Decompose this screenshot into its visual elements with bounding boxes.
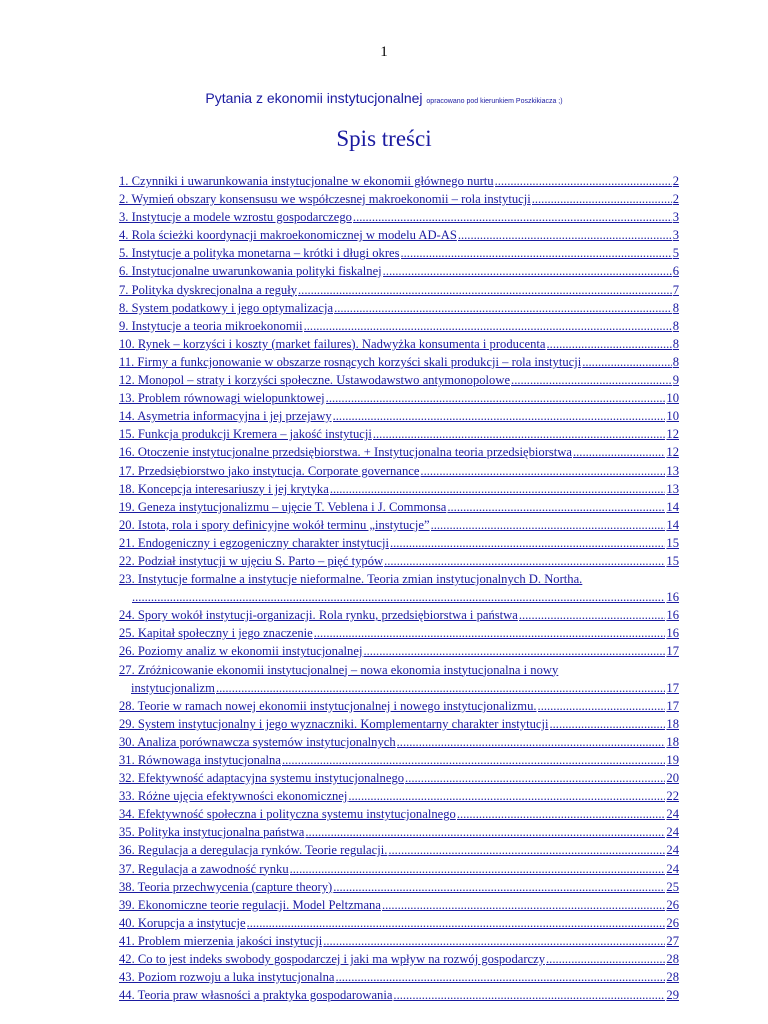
toc-entry[interactable] — [119, 606, 679, 624]
toc-page-number: 15 — [666, 553, 679, 568]
dot-leader — [132, 588, 665, 606]
dot-leader — [373, 425, 666, 443]
toc-page-number: 7 — [672, 282, 679, 297]
dot-leader — [546, 950, 665, 968]
dot-leader — [532, 190, 672, 208]
toc-page-number: 8 — [672, 336, 679, 351]
toc-entry-text: 9. Instytucje a teoria mikroekonomii — [119, 318, 303, 333]
toc-page-number: 8 — [672, 318, 679, 333]
toc-entry[interactable] — [119, 787, 679, 805]
toc-page-number: 19 — [666, 753, 679, 767]
toc-entry[interactable] — [119, 299, 679, 317]
toc-entry[interactable] — [119, 462, 679, 480]
toc-entry[interactable] — [119, 281, 679, 299]
toc-page-number: 24 — [666, 861, 679, 876]
dot-leader — [495, 172, 672, 190]
toc-entry-text: 32. Efektywność adaptacyjna systemu instytucjonalnego — [119, 771, 405, 786]
toc-entry[interactable] — [119, 335, 679, 353]
toc-page-number: 16 — [666, 608, 679, 623]
toc-page-number: 8 — [672, 354, 679, 369]
toc-page-number: 20 — [666, 771, 679, 786]
toc-entry-text: 33. Różne ujęcia efektywności ekonomicznej — [119, 789, 348, 804]
dot-leader — [383, 262, 672, 280]
dot-leader — [582, 353, 671, 371]
toc-entry[interactable] — [119, 715, 679, 733]
subtitle-text: Pytania z ekonomii instytucjonalnej — [205, 90, 423, 106]
toc-entry[interactable] — [119, 190, 679, 208]
toc-entry[interactable] — [119, 425, 679, 443]
toc-page-number: 3 — [672, 210, 679, 225]
toc-entry[interactable] — [119, 262, 679, 280]
dot-leader — [247, 914, 666, 932]
toc-entry[interactable] — [119, 841, 679, 859]
toc-page-number: 10 — [666, 409, 679, 424]
toc-page-number: 15 — [666, 535, 679, 550]
toc-entry-text: 3. Instytucje a modele wzrostu gospodarczego — [119, 210, 352, 225]
dot-leader — [353, 208, 672, 226]
dot-leader — [348, 787, 665, 805]
toc-entry-text: 17. Przedsiębiorstwo jako instytucja. Corporate governance — [119, 463, 420, 478]
toc-entry[interactable] — [119, 950, 679, 968]
toc-entry[interactable] — [119, 896, 679, 914]
dot-leader — [363, 642, 665, 660]
document-subtitle — [0, 90, 768, 106]
toc-entry[interactable] — [119, 570, 679, 606]
toc-page-number: 24 — [666, 825, 679, 840]
toc-entry[interactable] — [119, 986, 679, 1004]
toc-entry-text: 34. Efektywność społeczna i polityczna systemu instytucjonalnego — [119, 807, 456, 822]
toc-entry[interactable] — [119, 226, 679, 244]
toc-entry-text: 2. Wymień obszary konsensusu we współczesnej makroekonomii – rola instytucji — [119, 192, 531, 207]
toc-entry-text: 7. Polityka dyskrecjonalna a reguły — [119, 282, 298, 297]
toc-entry-text-continued: instytucjonalizm — [131, 680, 215, 695]
dot-leader — [388, 841, 665, 859]
toc-page-number: 9 — [672, 373, 679, 388]
toc-entry[interactable] — [119, 371, 679, 389]
toc-page-number: 13 — [666, 481, 679, 496]
dot-leader — [298, 281, 672, 299]
toc-page-number: 27 — [666, 933, 679, 948]
dot-leader — [330, 480, 666, 498]
dot-leader — [305, 823, 665, 841]
toc-entry-text: 13. Problem równowagi wielopunktowej — [119, 391, 325, 406]
dot-leader — [290, 860, 666, 878]
dot-leader — [333, 407, 666, 425]
dot-leader — [216, 679, 665, 697]
toc-page-number: 12 — [666, 427, 679, 442]
dot-leader — [401, 244, 672, 262]
toc-entry-text: 25. Kapitał społeczny i jego znaczenie — [119, 626, 313, 641]
toc-entry-text: 16. Otoczenie instytucjonalne przedsiębiorstwa. + Instytucjonalna teoria przedsiębiorstwa — [119, 445, 572, 460]
page-number: 1 — [380, 44, 388, 60]
dot-leader — [511, 371, 672, 389]
dot-leader — [447, 498, 665, 516]
toc-entry-text: 43. Poziom rozwoju a luka instytucjonalna — [119, 970, 335, 985]
toc-page-number: 28 — [666, 970, 679, 985]
toc-entry-text: 31. Równowaga instytucjonalna — [119, 753, 281, 767]
toc-entry[interactable] — [119, 968, 679, 986]
toc-page-number: 18 — [666, 716, 679, 731]
toc-page-number: 16 — [666, 626, 679, 641]
dot-leader — [335, 968, 665, 986]
toc-page-number: 24 — [666, 843, 679, 858]
toc-entry-text: 6. Instytucjonalne uwarunkowania polityki fiskalnej — [119, 264, 382, 279]
toc-page-number: 24 — [666, 807, 679, 822]
toc-entry[interactable] — [119, 914, 679, 932]
dot-leader — [393, 986, 665, 1004]
dot-leader — [323, 932, 665, 950]
dot-leader — [397, 733, 666, 751]
toc-page-number: 6 — [672, 264, 679, 279]
toc-entry-text: 24. Spory wokół instytucji-organizacji. Rola rynku, przedsiębiorstwa i państwa — [119, 608, 518, 623]
toc-entry-text: 26. Poziomy analiz w ekonomii instytucjonalnej — [119, 644, 363, 659]
toc-entry-text: 22. Podział instytucji w ujęciu S. Parto – pięć typów — [119, 553, 384, 568]
toc-entry[interactable] — [119, 805, 679, 823]
toc-page-number: 17 — [666, 644, 679, 659]
toc-entry-text: 30. Analiza porównawcza systemów instytucjonalnych — [119, 734, 396, 749]
table-of-contents — [119, 172, 679, 1004]
toc-entry-text: 35. Polityka instytucjonalna państwa — [119, 825, 305, 840]
toc-entry[interactable] — [119, 878, 679, 896]
dot-leader — [334, 299, 672, 317]
toc-entry-text: 1. Czynniki i uwarunkowania instytucjonalne w ekonomii głównego nurtu — [119, 174, 494, 188]
toc-entry-text: 39. Ekonomiczne teorie regulacji. Model Peltzmana — [119, 897, 381, 912]
toc-page-number: 8 — [672, 300, 679, 315]
toc-entry[interactable] — [119, 443, 679, 461]
dot-leader — [550, 715, 666, 733]
dot-leader — [538, 697, 666, 715]
toc-page-number: 18 — [666, 734, 679, 749]
dot-leader — [420, 462, 665, 480]
dot-leader — [382, 896, 665, 914]
toc-entry-text: 41. Problem mierzenia jakości instytucji — [119, 933, 323, 948]
toc-page-number: 29 — [666, 988, 679, 1003]
toc-page-number: 28 — [666, 952, 679, 967]
toc-page-number: 26 — [666, 897, 679, 912]
toc-page-number: 3 — [672, 228, 679, 243]
dot-leader — [282, 751, 665, 769]
toc-page-number: 13 — [666, 463, 679, 478]
dot-leader — [390, 534, 665, 552]
toc-entry[interactable] — [119, 751, 679, 769]
toc-entry-text: 38. Teoria przechwycenia (capture theory) — [119, 879, 333, 894]
toc-page-number: 2 — [672, 174, 679, 188]
toc-entry-text: 37. Regulacja a zawodność rynku — [119, 861, 289, 876]
toc-entry-text: 4. Rola ścieżki koordynacji makroekonomicznej w modelu AD-AS — [119, 228, 457, 243]
toc-entry[interactable] — [119, 823, 679, 841]
toc-entry[interactable] — [119, 642, 679, 660]
dot-leader — [405, 769, 665, 787]
dot-leader — [519, 606, 666, 624]
toc-entry-text: 42. Co to jest indeks swobody gospodarczej i jaki ma wpływ na rozwój gospodarczy — [119, 952, 546, 967]
toc-entry[interactable] — [119, 172, 679, 190]
toc-entry-text: 8. System podatkowy i jego optymalizacja — [119, 300, 334, 315]
toc-entry[interactable] — [119, 860, 679, 878]
toc-entry-text: 19. Geneza instytucjonalizmu – ujęcie T. Veblena i J. Commonsa — [119, 499, 447, 514]
toc-entry[interactable] — [119, 769, 679, 787]
toc-entry-text: 15. Funkcja produkcji Kremera – jakość instytucji — [119, 427, 372, 442]
toc-entry[interactable] — [119, 534, 679, 552]
toc-entry-text: 36. Regulacja a deregulacja rynków. Teorie regulacji. — [119, 843, 388, 858]
toc-entry-text: 5. Instytucje a polityka monetarna – krótki i długi okres — [119, 246, 400, 261]
toc-entry-text: 14. Asymetria informacyjna i jej przejawy — [119, 409, 332, 424]
toc-page-number: 17 — [666, 698, 679, 713]
toc-page-number: 26 — [666, 915, 679, 930]
toc-entry[interactable] — [119, 480, 679, 498]
toc-page-number: 14 — [666, 499, 679, 514]
toc-page-number: 17 — [666, 680, 679, 695]
toc-entry[interactable] — [119, 317, 679, 335]
toc-page-number: 16 — [666, 590, 679, 605]
toc-entry-text: 40. Korupcja a instytucje — [119, 915, 246, 930]
toc-entry[interactable] — [119, 661, 679, 697]
toc-entry-text: 29. System instytucjonalny i jego wyznaczniki. Komplementarny charakter instytucji — [119, 716, 549, 731]
toc-entry[interactable] — [119, 552, 679, 570]
toc-title: Spis treści — [336, 126, 432, 151]
toc-entry-text: 18. Koncepcja interesariuszy i jej krytyka — [119, 481, 329, 496]
toc-entry-text: 11. Firmy a funkcjonowanie w obszarze rosnących korzyści skali produkcji – rola instytucji — [119, 354, 582, 369]
dot-leader — [457, 805, 666, 823]
toc-entry[interactable] — [119, 244, 679, 262]
toc-page-number: 5 — [672, 246, 679, 261]
toc-page-number: 2 — [672, 192, 679, 207]
toc-entry[interactable] — [119, 624, 679, 642]
toc-entry-text: 28. Teorie w ramach nowej ekonomii instytucjonalnej i nowego instytucjonalizmu. — [119, 698, 537, 713]
toc-page-number: 25 — [666, 879, 679, 894]
dot-leader — [304, 317, 672, 335]
dot-leader — [458, 226, 672, 244]
dot-leader — [431, 516, 666, 534]
toc-entry[interactable] — [119, 498, 679, 516]
toc-entry[interactable] — [119, 389, 679, 407]
toc-entry-text: 27. Zróżnicowanie ekonomii instytucjonalnej – nowa ekonomia instytucjonalna i nowy — [119, 662, 559, 677]
toc-entry[interactable] — [119, 407, 679, 425]
toc-entry[interactable] — [119, 932, 679, 950]
toc-page-number: 14 — [666, 517, 679, 532]
dot-leader — [547, 335, 672, 353]
dot-leader — [384, 552, 665, 570]
dot-leader — [333, 878, 665, 896]
toc-entry[interactable] — [119, 733, 679, 751]
toc-entry-text: 10. Rynek – korzyści i koszty (market failures). Nadwyżka konsumenta i producenta — [119, 336, 546, 351]
toc-entry-text: 44. Teoria praw własności a praktyka gospodarowania — [119, 988, 393, 1003]
toc-entry[interactable] — [119, 697, 679, 715]
toc-entry-text: 20. Istota, rola i spory definicyjne wokół terminu „instytucje” — [119, 517, 430, 532]
dot-leader — [314, 624, 666, 642]
toc-page-number: 10 — [666, 391, 679, 406]
toc-entry[interactable] — [119, 353, 679, 371]
toc-page-number: 12 — [666, 445, 679, 460]
dot-leader — [573, 443, 665, 461]
toc-entry-text: 23. Instytucje formalne a instytucje nieformalne. Teoria zmian instytucjonalnych D. Northa. — [119, 572, 583, 587]
subtitle-note: opracowano pod kierunkiem Poszkikiacza ;) — [426, 98, 563, 105]
toc-entry-text: 12. Monopol – straty i korzyści społeczne. Ustawodawstwo antymonopolowe — [119, 373, 511, 388]
toc-entry-text: 21. Endogeniczny i egzogeniczny charakter instytucji — [119, 535, 389, 550]
dot-leader — [326, 389, 666, 407]
toc-entry[interactable] — [119, 208, 679, 226]
toc-entry[interactable] — [119, 516, 679, 534]
toc-page-number: 22 — [666, 789, 679, 804]
